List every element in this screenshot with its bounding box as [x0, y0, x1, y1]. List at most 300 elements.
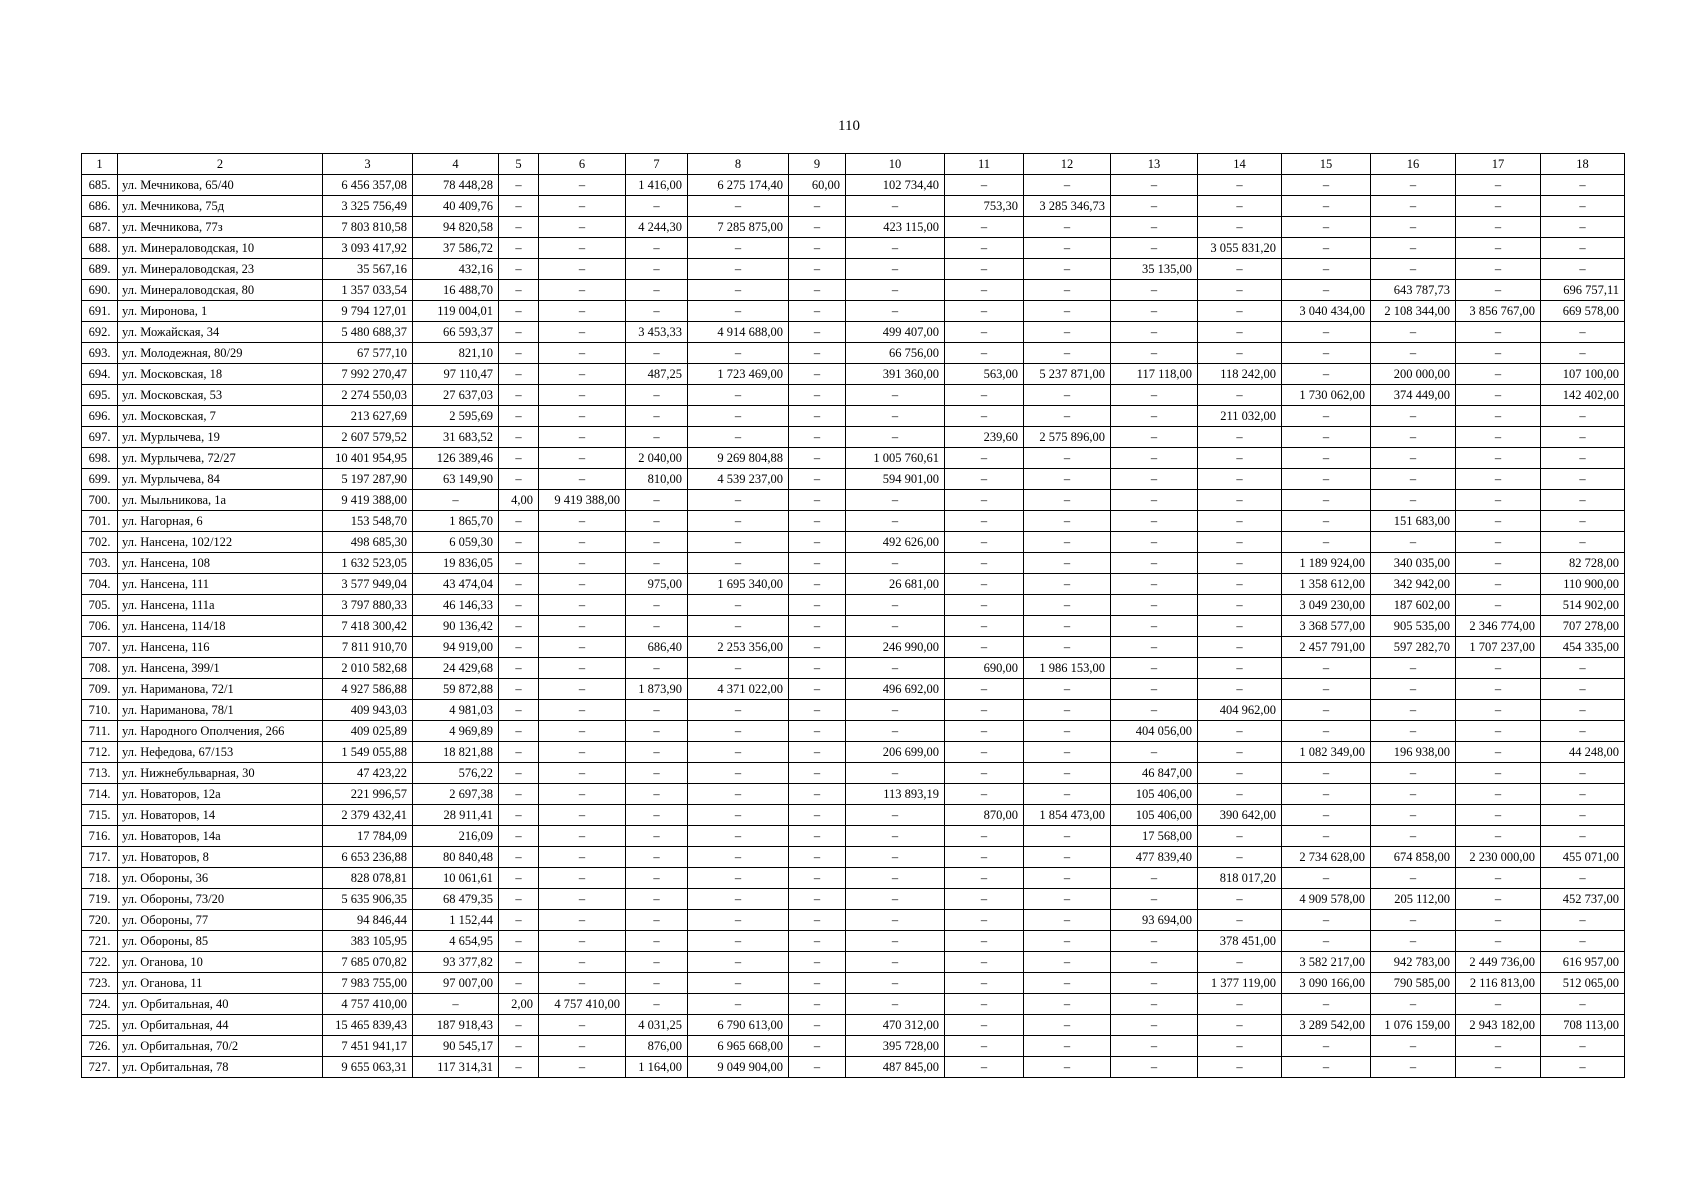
registry-table — [81, 153, 1625, 1078]
table-row — [82, 217, 1625, 238]
amount-cell: – — [1282, 448, 1371, 469]
amount-cell: – — [789, 826, 846, 847]
amount-cell: – — [499, 742, 539, 763]
address-cell: ул. Оганова, 11 — [118, 973, 323, 994]
address-cell: ул. Нансена, 111 — [118, 574, 323, 595]
amount-cell: – — [1541, 784, 1625, 805]
amount-cell: – — [1282, 280, 1371, 301]
amount-cell: – — [1371, 238, 1456, 259]
amount-cell: 674 858,00 — [1371, 847, 1456, 868]
amount-cell: – — [1024, 973, 1111, 994]
row-number-cell: 691. — [82, 301, 118, 322]
amount-cell: 206 699,00 — [846, 742, 945, 763]
amount-cell: – — [1111, 952, 1198, 973]
amount-cell: – — [1541, 322, 1625, 343]
amount-cell: – — [846, 931, 945, 952]
amount-cell: – — [1024, 574, 1111, 595]
amount-cell: 594 901,00 — [846, 469, 945, 490]
amount-cell: 643 787,73 — [1371, 280, 1456, 301]
amount-cell: – — [499, 406, 539, 427]
amount-cell: 597 282,70 — [1371, 637, 1456, 658]
row-number-cell: 689. — [82, 259, 118, 280]
amount-cell: – — [539, 700, 626, 721]
amount-cell: 2 575 896,00 — [1024, 427, 1111, 448]
amount-cell: 221 996,57 — [323, 784, 413, 805]
amount-cell: 213 627,69 — [323, 406, 413, 427]
amount-cell: 10 401 954,95 — [323, 448, 413, 469]
amount-cell: 423 115,00 — [846, 217, 945, 238]
column-number-cell: 2 — [118, 154, 323, 175]
amount-cell: – — [1111, 1036, 1198, 1057]
amount-cell: – — [1024, 1036, 1111, 1057]
amount-cell: 151 683,00 — [1371, 511, 1456, 532]
amount-cell: 46 146,33 — [413, 595, 499, 616]
amount-cell: – — [1198, 763, 1282, 784]
amount-cell: – — [1371, 994, 1456, 1015]
amount-cell: – — [1024, 595, 1111, 616]
amount-cell: – — [539, 637, 626, 658]
amount-cell: 818 017,20 — [1198, 868, 1282, 889]
address-cell: ул. Мурлычева, 72/27 — [118, 448, 323, 469]
row-number-cell: 690. — [82, 280, 118, 301]
amount-cell: – — [1456, 427, 1541, 448]
amount-cell: 3 285 346,73 — [1024, 196, 1111, 217]
amount-cell: 690,00 — [945, 658, 1024, 679]
amount-cell: 2 274 550,03 — [323, 385, 413, 406]
amount-cell: – — [1198, 490, 1282, 511]
amount-cell: – — [945, 469, 1024, 490]
amount-cell: – — [499, 469, 539, 490]
amount-cell: – — [1024, 889, 1111, 910]
amount-cell: – — [1541, 1036, 1625, 1057]
amount-cell: – — [846, 847, 945, 868]
amount-cell: – — [1456, 763, 1541, 784]
address-cell: ул. Мечникова, 65/40 — [118, 175, 323, 196]
amount-cell: – — [1456, 910, 1541, 931]
amount-cell: – — [846, 721, 945, 742]
amount-cell: 821,10 — [413, 343, 499, 364]
amount-cell: – — [846, 805, 945, 826]
table-row — [82, 616, 1625, 637]
amount-cell: – — [1541, 532, 1625, 553]
amount-cell: – — [626, 406, 688, 427]
row-number-cell: 705. — [82, 595, 118, 616]
amount-cell: – — [1198, 175, 1282, 196]
amount-cell: 753,30 — [945, 196, 1024, 217]
amount-cell: – — [499, 385, 539, 406]
amount-cell: – — [688, 490, 789, 511]
amount-cell: – — [1282, 1057, 1371, 1078]
amount-cell: 27 637,03 — [413, 385, 499, 406]
amount-cell: 498 685,30 — [323, 532, 413, 553]
column-number-cell: 8 — [688, 154, 789, 175]
address-cell: ул. Обороны, 73/20 — [118, 889, 323, 910]
row-number-cell: 701. — [82, 511, 118, 532]
amount-cell: – — [1198, 679, 1282, 700]
amount-cell: – — [688, 385, 789, 406]
amount-cell: – — [846, 910, 945, 931]
amount-cell: 68 479,35 — [413, 889, 499, 910]
amount-cell: 5 480 688,37 — [323, 322, 413, 343]
amount-cell: – — [1371, 175, 1456, 196]
amount-cell: – — [626, 952, 688, 973]
amount-cell: 63 149,90 — [413, 469, 499, 490]
amount-cell: – — [1024, 280, 1111, 301]
amount-cell: – — [499, 847, 539, 868]
amount-cell: – — [1024, 448, 1111, 469]
amount-cell: 47 423,22 — [323, 763, 413, 784]
amount-cell: 44 248,00 — [1541, 742, 1625, 763]
table-row — [82, 238, 1625, 259]
amount-cell: – — [499, 280, 539, 301]
amount-cell: – — [1456, 889, 1541, 910]
amount-cell: – — [1198, 742, 1282, 763]
table-row — [82, 1036, 1625, 1057]
amount-cell: – — [688, 721, 789, 742]
amount-cell: – — [1198, 847, 1282, 868]
amount-cell: – — [539, 469, 626, 490]
amount-cell: – — [539, 217, 626, 238]
amount-cell: 246 990,00 — [846, 637, 945, 658]
amount-cell: – — [539, 952, 626, 973]
amount-cell: – — [499, 973, 539, 994]
amount-cell: – — [1111, 217, 1198, 238]
amount-cell: 2 010 582,68 — [323, 658, 413, 679]
row-number-cell: 726. — [82, 1036, 118, 1057]
amount-cell: – — [945, 238, 1024, 259]
amount-cell: – — [1282, 826, 1371, 847]
amount-cell: – — [1456, 784, 1541, 805]
amount-cell: – — [1371, 805, 1456, 826]
amount-cell: – — [499, 448, 539, 469]
amount-cell: – — [1198, 511, 1282, 532]
address-cell: ул. Новаторов, 14а — [118, 826, 323, 847]
amount-cell: – — [789, 280, 846, 301]
amount-cell: – — [846, 700, 945, 721]
address-cell: ул. Миронова, 1 — [118, 301, 323, 322]
row-number-cell: 708. — [82, 658, 118, 679]
amount-cell: – — [688, 952, 789, 973]
amount-cell: – — [1024, 217, 1111, 238]
amount-cell: 905 535,00 — [1371, 616, 1456, 637]
amount-cell: – — [688, 847, 789, 868]
amount-cell: – — [846, 406, 945, 427]
address-cell: ул. Мурлычева, 84 — [118, 469, 323, 490]
amount-cell: – — [499, 511, 539, 532]
amount-cell: 1 695 340,00 — [688, 574, 789, 595]
amount-cell: 452 737,00 — [1541, 889, 1625, 910]
amount-cell: – — [1024, 469, 1111, 490]
amount-cell: – — [688, 343, 789, 364]
amount-cell: – — [789, 490, 846, 511]
column-number-cell: 12 — [1024, 154, 1111, 175]
amount-cell: 216,09 — [413, 826, 499, 847]
amount-cell: – — [626, 826, 688, 847]
amount-cell: 975,00 — [626, 574, 688, 595]
amount-cell: 9 419 388,00 — [323, 490, 413, 511]
amount-cell: – — [688, 427, 789, 448]
column-number-cell: 9 — [789, 154, 846, 175]
amount-cell: 1 873,90 — [626, 679, 688, 700]
amount-cell: – — [688, 784, 789, 805]
amount-cell: – — [945, 994, 1024, 1015]
amount-cell: 3 049 230,00 — [1282, 595, 1371, 616]
amount-cell: 4 969,89 — [413, 721, 499, 742]
amount-cell: – — [1024, 1015, 1111, 1036]
amount-cell: – — [1282, 763, 1371, 784]
row-number-cell: 693. — [82, 343, 118, 364]
amount-cell: 3 368 577,00 — [1282, 616, 1371, 637]
amount-cell: – — [1198, 826, 1282, 847]
amount-cell: 1 986 153,00 — [1024, 658, 1111, 679]
amount-cell: – — [539, 805, 626, 826]
amount-cell: – — [1024, 637, 1111, 658]
amount-cell: – — [945, 616, 1024, 637]
amount-cell: 409 943,03 — [323, 700, 413, 721]
amount-cell: – — [499, 574, 539, 595]
amount-cell: – — [1282, 322, 1371, 343]
amount-cell: 80 840,48 — [413, 847, 499, 868]
column-number-cell: 5 — [499, 154, 539, 175]
amount-cell: – — [846, 616, 945, 637]
amount-cell: 46 847,00 — [1111, 763, 1198, 784]
amount-cell: – — [1371, 763, 1456, 784]
address-cell: ул. Орбитальная, 78 — [118, 1057, 323, 1078]
amount-cell: – — [1111, 280, 1198, 301]
table-row — [82, 259, 1625, 280]
amount-cell: 15 465 839,43 — [323, 1015, 413, 1036]
amount-cell: – — [789, 973, 846, 994]
amount-cell: 3 797 880,33 — [323, 595, 413, 616]
address-cell: ул. Новаторов, 8 — [118, 847, 323, 868]
amount-cell: – — [499, 553, 539, 574]
amount-cell: – — [789, 805, 846, 826]
amount-cell: – — [688, 763, 789, 784]
amount-cell: 3 040 434,00 — [1282, 301, 1371, 322]
table-row — [82, 763, 1625, 784]
table-row — [82, 175, 1625, 196]
amount-cell: – — [1456, 532, 1541, 553]
table-row — [82, 1015, 1625, 1036]
amount-cell: 5 197 287,90 — [323, 469, 413, 490]
row-number-cell: 692. — [82, 322, 118, 343]
amount-cell: – — [1024, 301, 1111, 322]
amount-cell: – — [789, 784, 846, 805]
amount-cell: – — [1024, 490, 1111, 511]
amount-cell: – — [1198, 280, 1282, 301]
amount-cell: – — [1198, 1015, 1282, 1036]
row-number-cell: 714. — [82, 784, 118, 805]
amount-cell: – — [1456, 805, 1541, 826]
amount-cell: – — [1282, 679, 1371, 700]
amount-cell: 2 595,69 — [413, 406, 499, 427]
amount-cell: 340 035,00 — [1371, 553, 1456, 574]
amount-cell: – — [539, 931, 626, 952]
amount-cell: – — [1371, 679, 1456, 700]
amount-cell: – — [1111, 301, 1198, 322]
amount-cell: – — [539, 196, 626, 217]
amount-cell: – — [1111, 1015, 1198, 1036]
amount-cell: 1 164,00 — [626, 1057, 688, 1078]
amount-cell: – — [688, 595, 789, 616]
column-number-cell: 10 — [846, 154, 945, 175]
amount-cell: – — [539, 427, 626, 448]
column-number-cell: 6 — [539, 154, 626, 175]
amount-cell: – — [945, 721, 1024, 742]
amount-cell: – — [499, 889, 539, 910]
amount-cell: – — [626, 868, 688, 889]
amount-cell: – — [499, 1015, 539, 1036]
amount-cell: 4 244,30 — [626, 217, 688, 238]
address-cell: ул. Нариманова, 72/1 — [118, 679, 323, 700]
amount-cell: – — [499, 805, 539, 826]
amount-cell: – — [1198, 1057, 1282, 1078]
amount-cell: – — [789, 217, 846, 238]
amount-cell: – — [1541, 217, 1625, 238]
table-row — [82, 595, 1625, 616]
amount-cell: – — [1371, 343, 1456, 364]
amount-cell: 142 402,00 — [1541, 385, 1625, 406]
amount-cell: – — [846, 259, 945, 280]
amount-cell: 200 000,00 — [1371, 364, 1456, 385]
row-number-cell: 703. — [82, 553, 118, 574]
amount-cell: 5 237 871,00 — [1024, 364, 1111, 385]
amount-cell: – — [1111, 574, 1198, 595]
address-cell: ул. Новаторов, 14 — [118, 805, 323, 826]
amount-cell: – — [688, 805, 789, 826]
amount-cell: 499 407,00 — [846, 322, 945, 343]
amount-cell: – — [1198, 343, 1282, 364]
amount-cell: – — [846, 658, 945, 679]
address-cell: ул. Нариманова, 78/1 — [118, 700, 323, 721]
amount-cell: – — [1111, 868, 1198, 889]
amount-cell: – — [1456, 406, 1541, 427]
amount-cell: – — [539, 763, 626, 784]
row-number-cell: 694. — [82, 364, 118, 385]
amount-cell: – — [1111, 742, 1198, 763]
amount-cell: 477 839,40 — [1111, 847, 1198, 868]
amount-cell: – — [539, 826, 626, 847]
column-number-cell: 13 — [1111, 154, 1198, 175]
amount-cell: 1 854 473,00 — [1024, 805, 1111, 826]
column-number-cell: 14 — [1198, 154, 1282, 175]
amount-cell: – — [539, 175, 626, 196]
amount-cell: – — [1456, 175, 1541, 196]
amount-cell: 3 325 756,49 — [323, 196, 413, 217]
amount-cell: 59 872,88 — [413, 679, 499, 700]
amount-cell: – — [1456, 700, 1541, 721]
amount-cell: – — [1371, 532, 1456, 553]
amount-cell: – — [499, 826, 539, 847]
amount-cell: – — [1024, 553, 1111, 574]
amount-cell: – — [539, 595, 626, 616]
amount-cell: – — [1198, 616, 1282, 637]
amount-cell: – — [1456, 742, 1541, 763]
amount-cell: – — [1198, 385, 1282, 406]
amount-cell: – — [626, 700, 688, 721]
amount-cell: – — [1541, 826, 1625, 847]
amount-cell: – — [1111, 700, 1198, 721]
amount-cell: – — [789, 868, 846, 889]
amount-cell: – — [499, 217, 539, 238]
amount-cell: – — [1541, 679, 1625, 700]
amount-cell: 1 005 760,61 — [846, 448, 945, 469]
table-row — [82, 994, 1625, 1015]
amount-cell: – — [1198, 574, 1282, 595]
amount-cell: 93 377,82 — [413, 952, 499, 973]
amount-cell: 6 965 668,00 — [688, 1036, 789, 1057]
row-number-cell: 707. — [82, 637, 118, 658]
table-row — [82, 322, 1625, 343]
amount-cell: – — [1456, 364, 1541, 385]
table-row — [82, 196, 1625, 217]
amount-cell: – — [539, 910, 626, 931]
amount-cell: 669 578,00 — [1541, 301, 1625, 322]
amount-cell: 94 820,58 — [413, 217, 499, 238]
amount-cell: – — [1282, 1036, 1371, 1057]
amount-cell: 9 419 388,00 — [539, 490, 626, 511]
amount-cell: – — [1371, 658, 1456, 679]
amount-cell: – — [1541, 658, 1625, 679]
amount-cell: – — [1541, 805, 1625, 826]
amount-cell: – — [688, 973, 789, 994]
address-cell: ул. Московская, 53 — [118, 385, 323, 406]
amount-cell: – — [1024, 679, 1111, 700]
amount-cell: 9 655 063,31 — [323, 1057, 413, 1078]
amount-cell: – — [789, 679, 846, 700]
amount-cell: – — [1282, 868, 1371, 889]
amount-cell: 17 784,09 — [323, 826, 413, 847]
address-cell: ул. Нансена, 116 — [118, 637, 323, 658]
amount-cell: – — [945, 175, 1024, 196]
amount-cell: – — [1282, 700, 1371, 721]
amount-cell: 97 007,00 — [413, 973, 499, 994]
amount-cell: – — [789, 427, 846, 448]
table-row — [82, 679, 1625, 700]
amount-cell: – — [1456, 217, 1541, 238]
amount-cell: 66 593,37 — [413, 322, 499, 343]
amount-cell: – — [945, 700, 1024, 721]
amount-cell: – — [1198, 637, 1282, 658]
amount-cell: 78 448,28 — [413, 175, 499, 196]
amount-cell: – — [499, 238, 539, 259]
amount-cell: – — [1456, 385, 1541, 406]
amount-cell: 374 449,00 — [1371, 385, 1456, 406]
amount-cell: – — [1282, 511, 1371, 532]
table-row — [82, 343, 1625, 364]
amount-cell: – — [688, 700, 789, 721]
amount-cell: 7 992 270,47 — [323, 364, 413, 385]
amount-cell: 7 803 810,58 — [323, 217, 413, 238]
amount-cell: – — [945, 511, 1024, 532]
amount-cell: – — [1024, 931, 1111, 952]
amount-cell: – — [539, 322, 626, 343]
amount-cell: – — [1371, 217, 1456, 238]
address-cell: ул. Нефедова, 67/153 — [118, 742, 323, 763]
amount-cell: – — [945, 868, 1024, 889]
amount-cell: – — [688, 511, 789, 532]
column-number-cell: 15 — [1282, 154, 1371, 175]
amount-cell: – — [1111, 931, 1198, 952]
amount-cell: – — [1371, 910, 1456, 931]
amount-cell: – — [1111, 448, 1198, 469]
address-cell: ул. Московская, 7 — [118, 406, 323, 427]
amount-cell: – — [539, 385, 626, 406]
amount-cell: 105 406,00 — [1111, 805, 1198, 826]
amount-cell: 26 681,00 — [846, 574, 945, 595]
amount-cell: 35 567,16 — [323, 259, 413, 280]
amount-cell: 942 783,00 — [1371, 952, 1456, 973]
